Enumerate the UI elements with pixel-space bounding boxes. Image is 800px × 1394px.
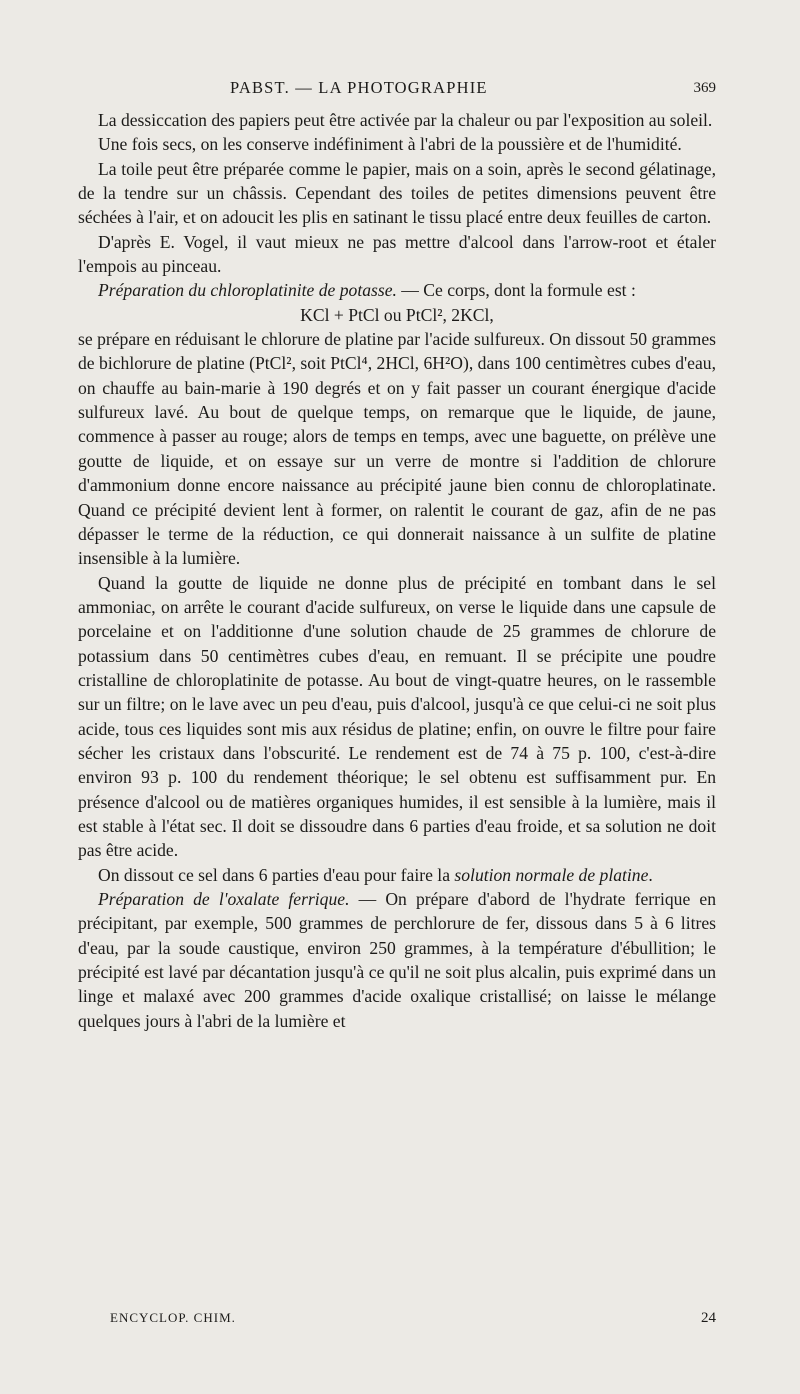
paragraph-storage: Une fois secs, on les conserve indéfiniment à l'abri de la poussière et de l'humidité.	[98, 134, 682, 155]
normal-solution-text: On dissout ce sel dans 6 parties d'eau pour faire la	[98, 864, 455, 885]
section-title-chloroplatinite: Préparation du chloroplatinite de potasse.	[98, 280, 397, 301]
printer-signature: ENCYCLOP. CHIM.	[110, 1310, 236, 1325]
running-head: PABST. — LA PHOTOGRAPHIE	[230, 78, 488, 97]
paragraph-dessiccation: La dessiccation des papiers peut être activée par la chaleur ou par l'exposition au soleil.	[98, 110, 713, 130]
normal-solution-end: .	[648, 864, 653, 885]
chemical-formula: KCl + PtCl ou PtCl², 2KCl,	[300, 304, 494, 325]
paragraph-preparation: se prépare en réduisant le chlorure de platine par l'acide sulfureux. On dissout 50 grammes de bichlorure de platine (PtCl², soit PtCl⁴, 2HCl, 6H²O), dans 100 centimètres cubes d'eau, on chauffe au bain-marie à 190 degrés et on y fait passer un courant énergique d'acide sulfureux lavé. Au bout de quelque temps, on remarque que le liquide, de jaune, commence à passer au rouge; alors de temps en temps, avec une baguette, on prélève une goutte de liquide, et on essaye sur un verre de montre si l'addition de chlorure d'ammonium donne encore naissance au précipité jaune bien connu de chloroplatinate. Quand ce précipité devient lent à former, on ralentit le courant de gaz, afin de ne pas dépasser le terme de la réduction, ce qui donnerait naissance à un sulfite de platine insensible à la lumière.	[78, 329, 716, 569]
paragraph-vogel: D'après E. Vogel, il vaut mieux ne pas mettre d'alcool dans l'arrow-root et étaler l'empois au pinceau.	[78, 231, 716, 277]
section-text-ferric-oxalate: — On prépare d'abord de l'hydrate ferrique en précipitant, par exemple, 500 grammes de perchlorure de fer, dissous dans 5 à 6 litres d'eau, par la soude caustique, environ 250 grammes, à la température d'ébullition; le précipité est lavé par décantation jusqu'à ce qu'il ne soit plus alcalin, puis exprimé dans un linge et malaxé avec 200 grammes d'acide oxalique cristallisé; on laisse le mélange quelques jours à l'abri de la lumière et	[78, 889, 717, 1031]
paragraph-precipitation: Quand la goutte de liquide ne donne plus de précipité en tombant dans le sel ammoniac, on arrête le courant d'acide sulfureux, on verse le liquide dans une capsule de porcelaine et on l'additionne d'une solution chaude de 25 grammes de chlorure de potassium dans 50 centimètres cubes d'eau, en remuant. Il se précipite une poudre cristalline de chloroplatinite de potasse. Au bout de vingt-quatre heures, on le rassemble sur un filtre; on le lave avec un peu d'eau, puis d'alcool, jusqu'à ce que celui-ci ne soit plus acide, tous ces liquides sont mis aux résidus de platine; enfin, on ouvre le filtre pour faire sécher les cristaux dans l'obscurité. Le rendement est de 74 à 75 p. 100, c'est-à-dire environ 93 p. 100 du rendement théorique; le sel obtenu est suffisamment pur. En présence d'alcool ou de matières organiques humides, il est sensible à la lumière, mais il est stable à l'état sec. Il doit se dissoudre dans 6 parties d'eau froide, et sa solution ne doit pas être acide.	[78, 572, 716, 861]
sheet-number: 24	[701, 1310, 716, 1326]
page-body	[78, 108, 716, 1033]
page-number: 369	[693, 80, 716, 96]
paragraph-normal-solution	[78, 863, 716, 887]
paragraph-ferric-oxalate	[78, 887, 716, 1033]
book-page	[0, 78, 800, 1394]
paragraph-canvas: La toile peut être préparée comme le papier, mais on a soin, après le second gélatinage, de la tendre sur un châssis. Cependant des toiles de petites dimensions peuvent être séchées à l'air, et on adoucit les plis en satinant le tissu placé entre deux feuilles de carton.	[78, 158, 716, 228]
normal-solution-term: solution normale de platine	[454, 864, 649, 885]
paragraph-chloroplatinite-heading	[78, 278, 716, 302]
page-header	[78, 78, 716, 108]
section-title-ferric-oxalate: Préparation de l'oxalate ferrique.	[98, 889, 350, 909]
section-intro-chloroplatinite: — Ce corps, dont la formule est :	[396, 280, 636, 301]
